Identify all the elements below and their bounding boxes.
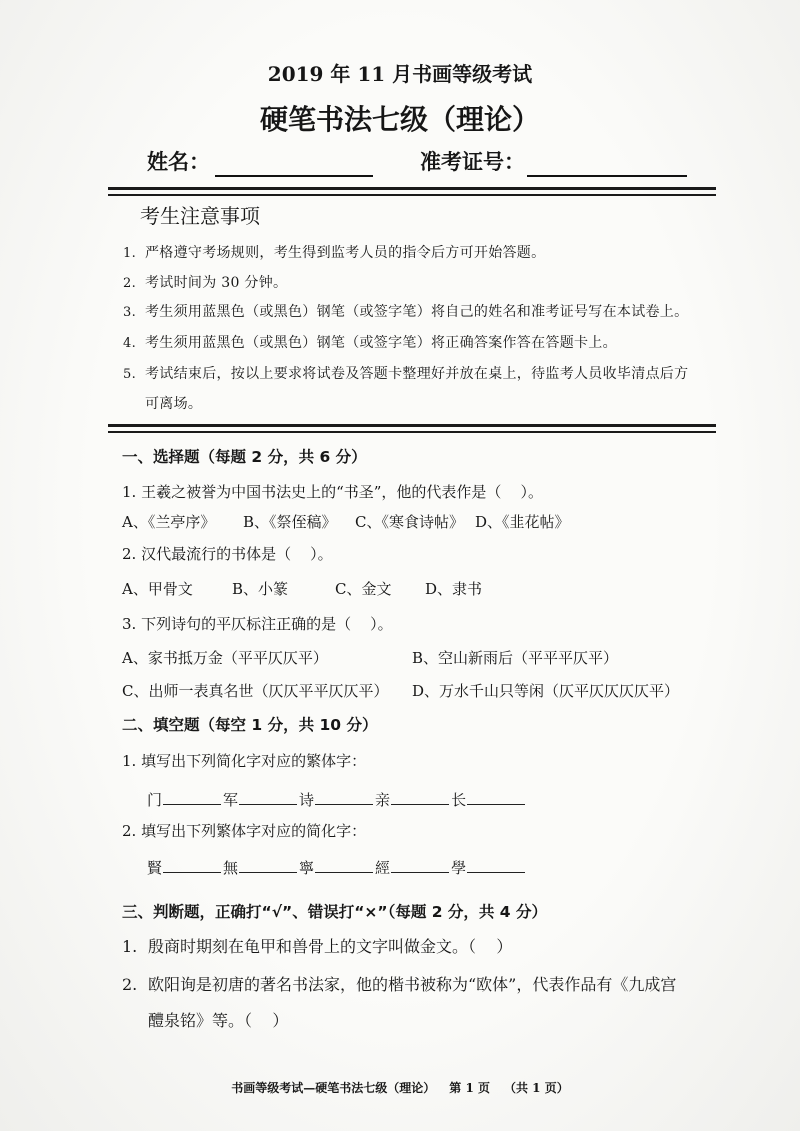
choice-option-d: D、《韭花帖》	[475, 513, 570, 531]
section-title-fill: 二、填空题（每空 1 分，共 10 分）	[122, 716, 378, 734]
divider-rule	[108, 194, 716, 196]
footer-paper-name: 书画等级考试—硬笔书法七级（理论）	[231, 1081, 436, 1095]
page-footer	[0, 1082, 800, 1094]
choice-option-a: A、甲骨文	[122, 580, 193, 598]
fill-char: 长	[451, 791, 467, 809]
answer-blank	[467, 859, 525, 873]
notice-title: 考生注意事项	[140, 204, 260, 228]
answer-blank	[239, 859, 297, 873]
exam-id-label: 准考证号：	[420, 150, 525, 174]
notice-item-text: 考生须用蓝黑色（或黑色）钢笔（或签字笔）将正确答案作答在答题卡上。	[145, 335, 617, 351]
notice-item-text-continued: 可离场。	[145, 396, 203, 412]
exam-id-blank	[527, 175, 687, 177]
choice-option-b: B、《祭侄稿》	[243, 513, 337, 531]
question-stem: 2. 填写出下列繁体字对应的简化字：	[122, 822, 367, 840]
choice-option-c: C、出师一表真名世（仄仄平平仄仄平）	[122, 682, 389, 700]
answer-blank	[239, 791, 297, 805]
divider-rule	[108, 431, 716, 433]
divider-rule	[108, 424, 716, 427]
divider-rule	[108, 187, 716, 190]
question-text-continued: 醴泉铭》等。（ ）	[148, 1011, 289, 1030]
choice-option-a: A、《兰亭序》	[122, 513, 216, 531]
question-text: 殷商时期刻在龟甲和兽骨上的文字叫做金文。（ ）	[148, 937, 513, 956]
notice-item-text: 严格遵守考场规则，考生得到监考人员的指令后方可开始答题。	[145, 245, 546, 261]
notice-item-text: 考生须用蓝黑色（或黑色）钢笔（或签字笔）将自己的姓名和准考证号写在本试卷上。	[145, 304, 689, 320]
question-number: 1.	[122, 937, 138, 956]
answer-blank	[391, 791, 449, 805]
choice-option-c: C、《寒食诗帖》	[355, 513, 464, 531]
answer-blank	[163, 859, 221, 873]
fill-char: 军	[223, 791, 239, 809]
fill-char: 门	[147, 791, 163, 809]
notice-item-number: 4.	[123, 336, 137, 351]
fill-char: 經	[375, 859, 391, 877]
notice-item-number: 5.	[123, 367, 137, 382]
paper-title: 硬笔书法七级（理论）	[259, 103, 540, 136]
choice-option-c: C、金文	[335, 580, 392, 598]
answer-blank	[163, 791, 221, 805]
choice-option-d: D、隶书	[425, 580, 483, 598]
question-stem: 1. 填写出下列简化字对应的繁体字：	[122, 752, 367, 770]
fill-char: 賢	[147, 859, 163, 877]
notice-item-number: 1.	[123, 246, 137, 261]
fill-char: 诗	[299, 791, 315, 809]
answer-blank	[315, 791, 373, 805]
name-blank	[215, 175, 373, 177]
fill-char: 無	[223, 859, 239, 877]
fill-char: 寧	[299, 859, 315, 877]
answer-blank	[315, 859, 373, 873]
choice-option-b: B、小篆	[232, 580, 289, 598]
choice-option-d: D、万水千山只等闲（仄平仄仄仄仄平）	[412, 682, 680, 700]
question-stem: 3. 下列诗句的平仄标注正确的是（ ）。	[122, 615, 393, 633]
notice-item-text: 考试时间为 30 分钟。	[145, 275, 288, 291]
question-number: 2.	[122, 975, 138, 994]
choice-option-b: B、空山新雨后（平平平仄平）	[412, 649, 619, 667]
fill-row-simplified	[147, 859, 527, 876]
fill-char: 學	[451, 859, 467, 877]
fill-char: 亲	[375, 791, 391, 809]
fill-row-traditional	[147, 791, 527, 808]
footer-page-number: 第 1 页	[449, 1081, 490, 1095]
section-title-choice: 一、选择题（每题 2 分，共 6 分）	[122, 448, 367, 466]
notice-item-text: 考试结束后，按以上要求将试卷及答题卡整理好并放在桌上，待监考人员收毕清点后方	[145, 366, 689, 382]
answer-blank	[467, 791, 525, 805]
question-stem: 2. 汉代最流行的书体是（ ）。	[122, 545, 333, 563]
section-title-judge: 三、判断题，正确打“√”、错误打“×”（每题 2 分，共 4 分）	[122, 903, 547, 921]
notice-item-number: 3.	[123, 305, 137, 320]
answer-blank	[391, 859, 449, 873]
exam-title: 2019 年 11 月书画等级考试	[267, 62, 533, 86]
question-stem: 1. 王羲之被誉为中国书法史上的“书圣”，他的代表作是（ ）。	[122, 483, 543, 501]
choice-option-a: A、家书抵万金（平平仄仄平）	[122, 649, 328, 667]
name-label: 姓名：	[147, 150, 210, 174]
notice-item-number: 2.	[123, 276, 137, 291]
footer-page-total: （共 1 页）	[504, 1081, 569, 1095]
question-text: 欧阳询是初唐的著名书法家，他的楷书被称为“欧体”，代表作品有《九成宫	[148, 975, 677, 994]
